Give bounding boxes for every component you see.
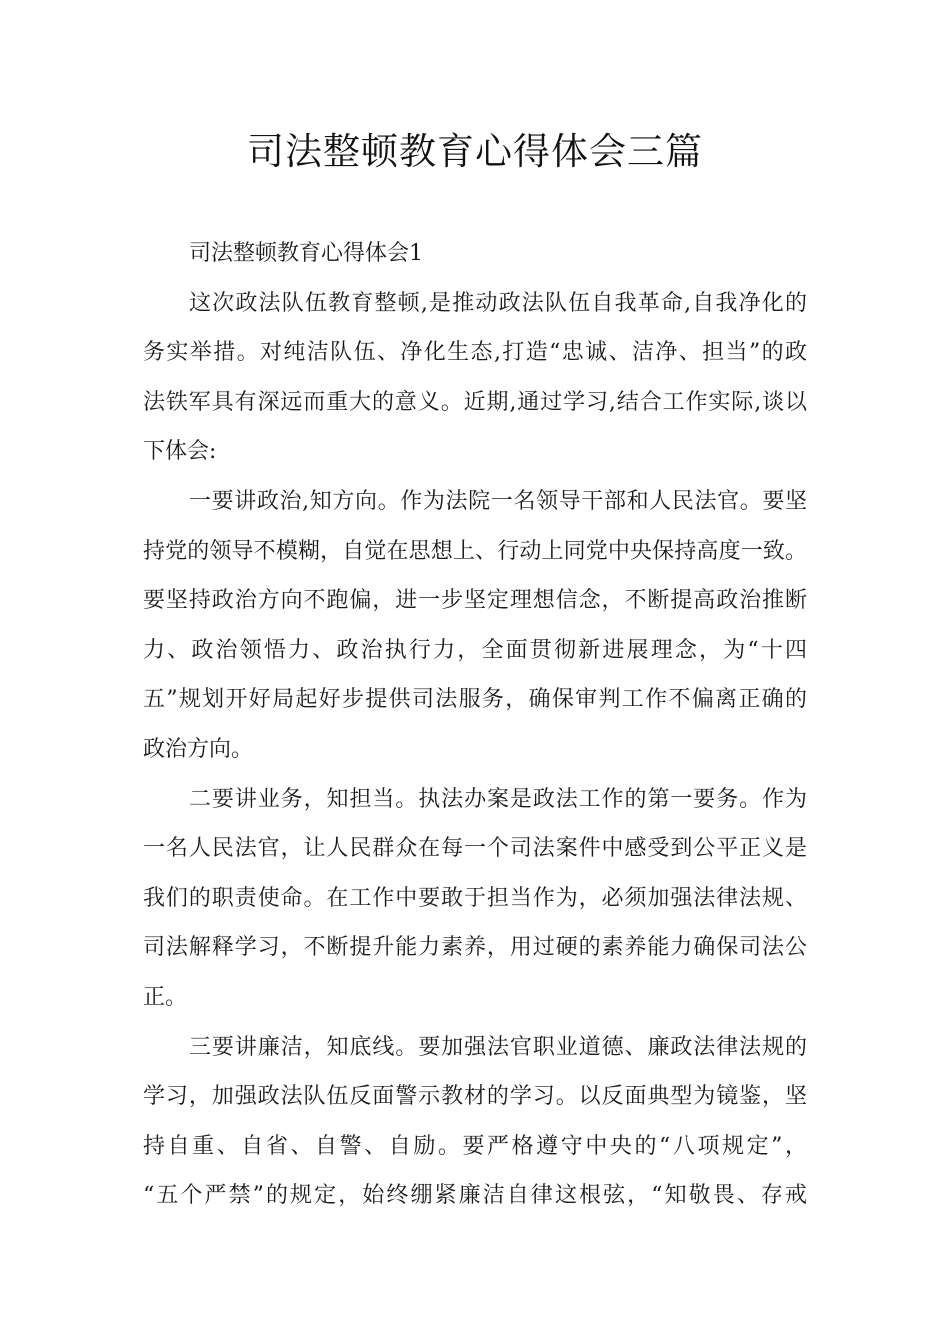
paragraph-2 (143, 477, 807, 775)
text-line: 力、政治领悟力、政治执行力，全面贯彻新进展理念，为“十四 (143, 637, 807, 663)
text-line: 五”规划开好局起好步提供司法服务，确保审判工作不偏离正确的 (143, 687, 807, 713)
paragraph-1 (143, 279, 807, 477)
text-line: 一名人民法官，让人民群众在每一个司法案件中感受到公平正义是 (143, 836, 807, 862)
paragraph-4 (143, 1023, 807, 1221)
text-line: 持党的领导不模糊，自觉在思想上、行动上同党中央保持高度一致。 (143, 538, 807, 564)
text-line: 下体会: (143, 439, 217, 465)
document-body (143, 229, 807, 1221)
text-line: 一要讲政治,知方向。作为法院一名领导干部和人民法官。要坚 (189, 488, 807, 514)
text-line: 司法解释学习，不断提升能力素养，用过硬的素养能力确保司法公 (143, 935, 807, 961)
text-line: 学习，加强政法队伍反面警示教材的学习。以反面典型为镜鉴，坚 (143, 1084, 807, 1110)
text-line: 二要讲业务，知担当。执法办案是政法工作的第一要务。作为 (189, 786, 807, 812)
text-line: “五个严禁”的规定，始终绷紧廉洁自律这根弦，“知敬畏、存戒 (143, 1183, 807, 1209)
text-line: 法铁军具有深远而重大的意义。近期,通过学习,结合工作实际,谈以 (143, 389, 807, 415)
text-line: 这次政法队伍教育整顿,是推动政法队伍自我革命,自我净化的 (189, 290, 807, 316)
section-heading: 司法整顿教育心得体会1 (189, 241, 423, 266)
text-line: 正。 (143, 984, 188, 1010)
text-line: 三要讲廉洁，知底线。要加强法官职业道德、廉政法律法规的 (189, 1034, 807, 1060)
text-line: 要坚持政治方向不跑偏，进一步坚定理想信念，不断提高政治推断 (143, 588, 807, 614)
document-title: 司法整顿教育心得体会三篇 (247, 130, 703, 173)
text-line: 持自重、自省、自警、自励。要严格遵守中央的“八项规定”， (143, 1133, 807, 1159)
paragraph-3 (143, 775, 807, 1023)
text-line: 政治方向。 (143, 736, 254, 762)
text-line: 务实举措。对纯洁队伍、净化生态,打造“忠诚、洁净、担当”的政 (143, 340, 807, 366)
text-line: 我们的职责使命。在工作中要敢于担当作为，必须加强法律法规、 (143, 885, 807, 911)
